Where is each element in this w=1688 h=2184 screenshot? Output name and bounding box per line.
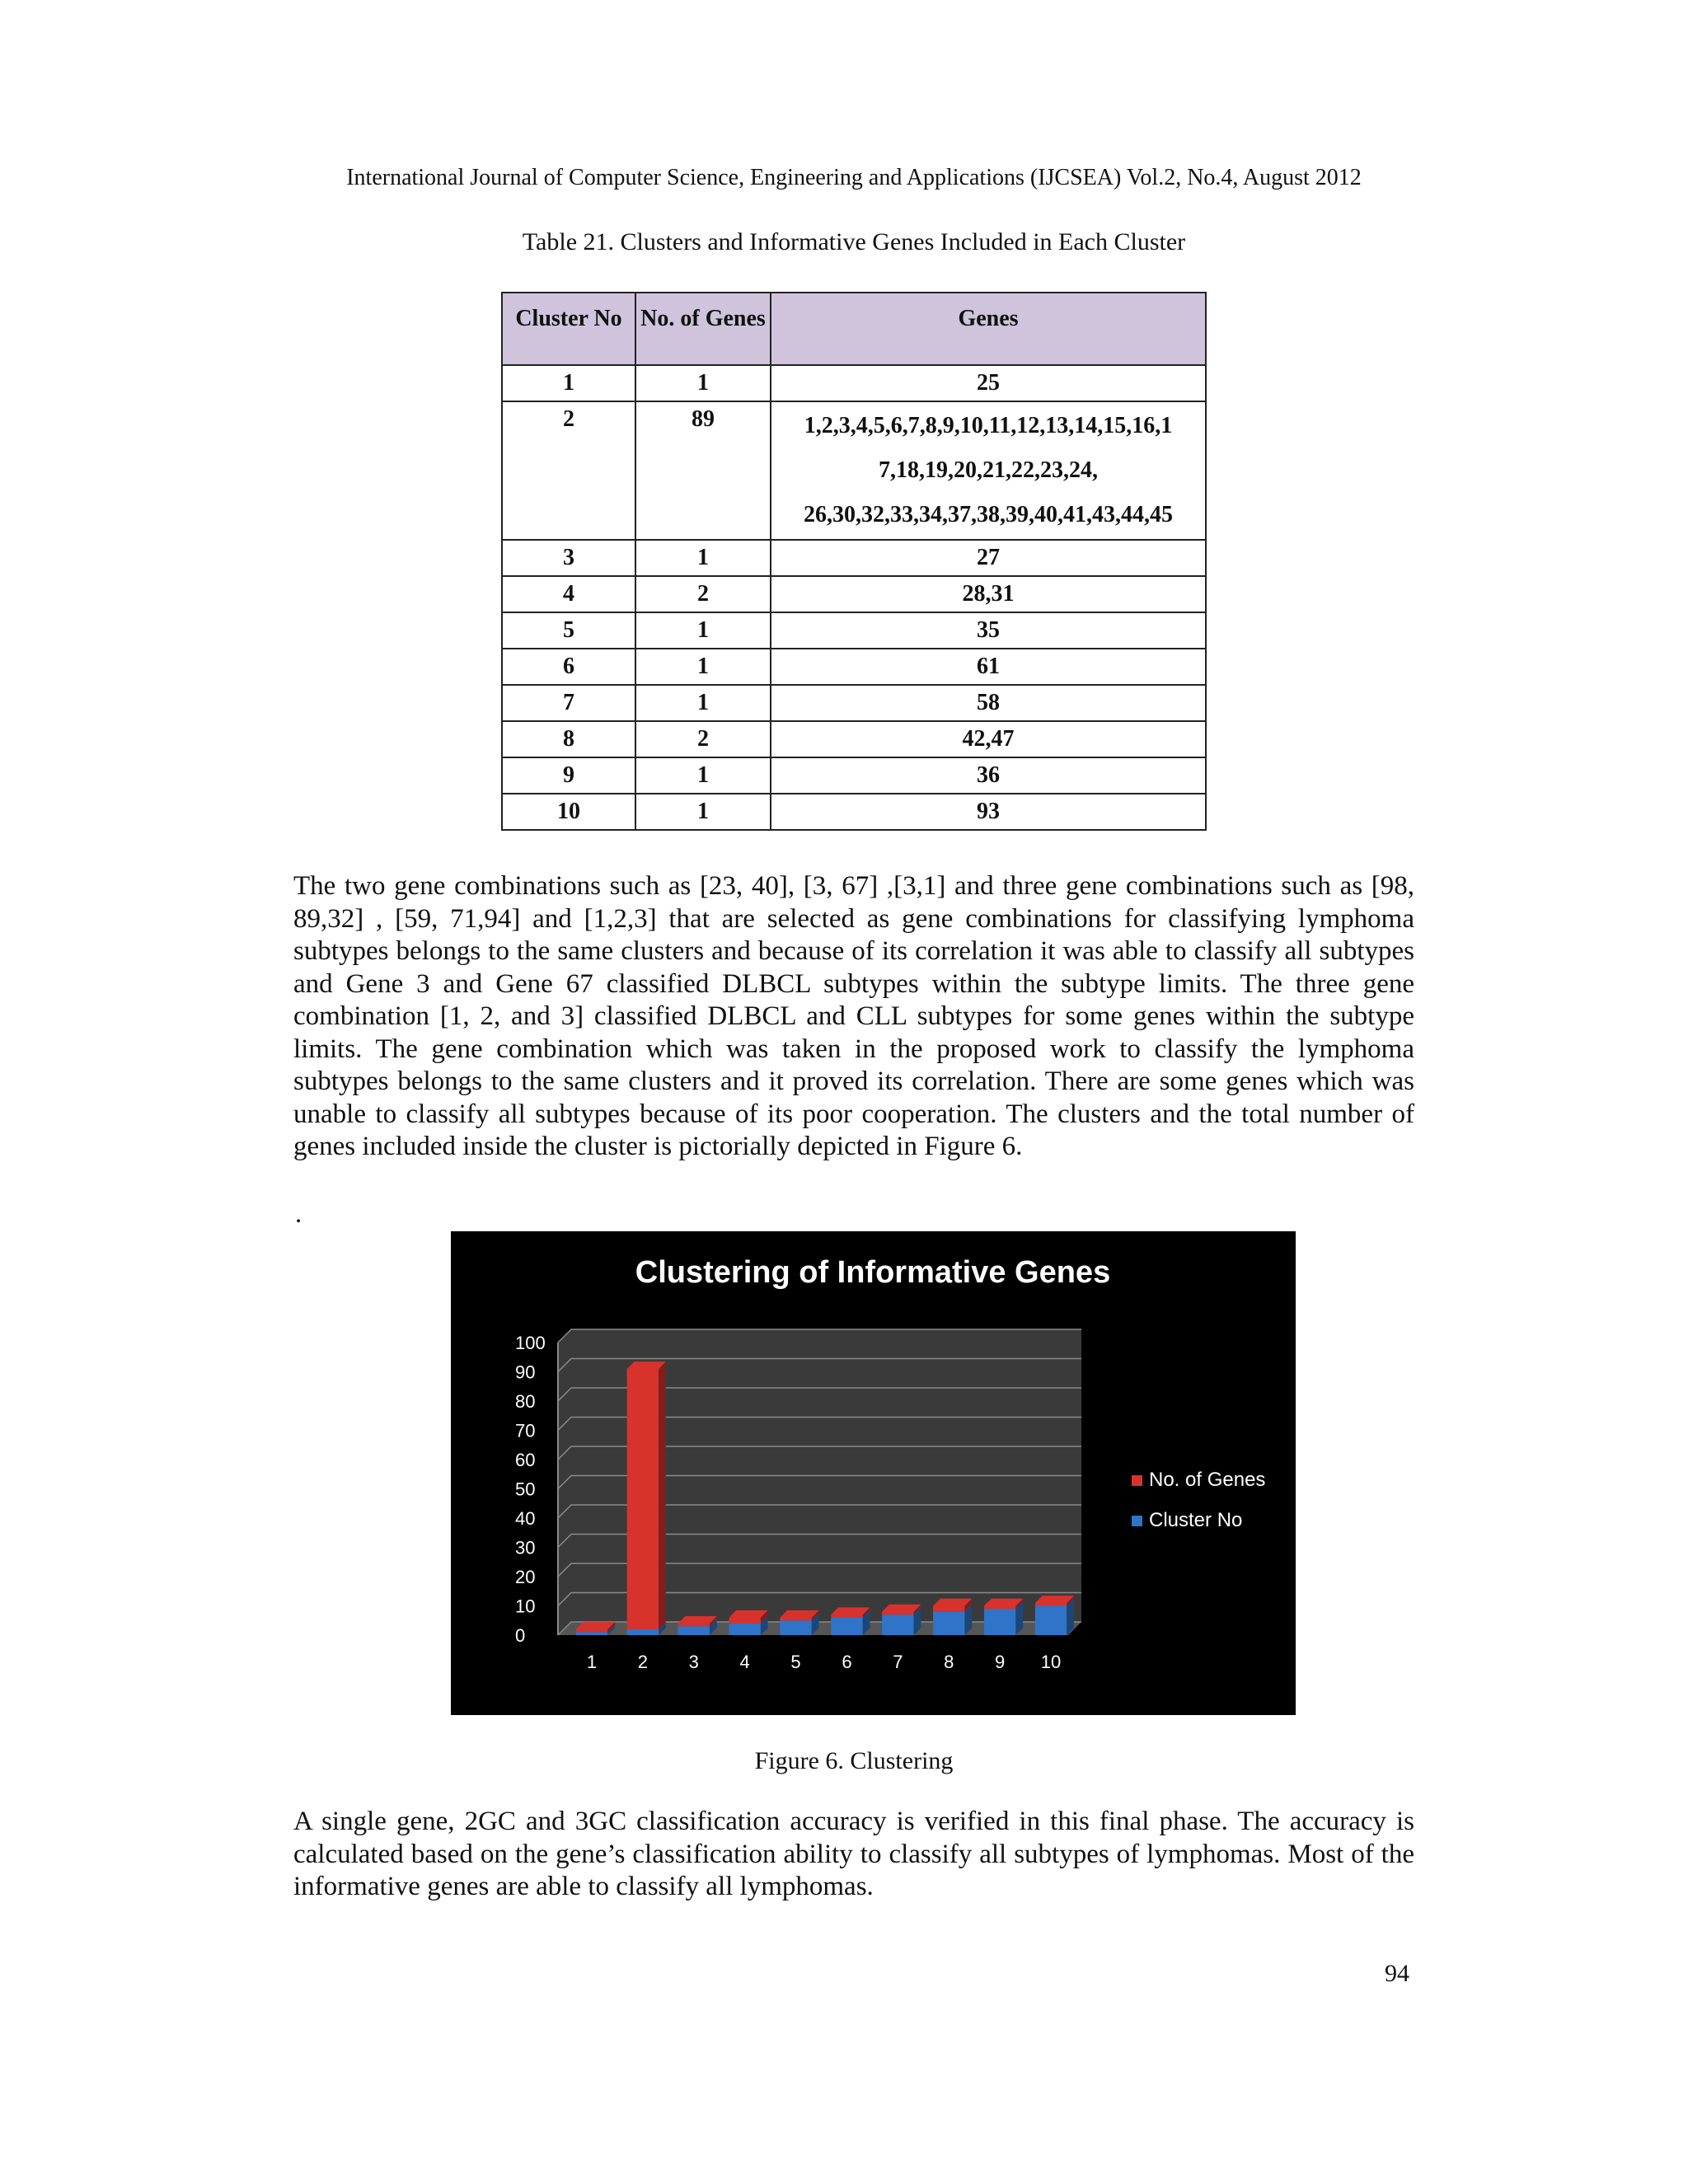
y-tick-label: 0 [515,1625,526,1646]
bar-cluster-no-front [627,1629,659,1635]
bar-no-of-genes-front [729,1618,760,1624]
header-cluster-no: Cluster No [502,293,635,365]
header-genes: Genes [771,293,1206,365]
body-paragraph-2: A single gene, 2GC and 3GC classification accuracy is verified in this final phase. The accuracy is calculated based on the gene’s classification ability to classify all subtypes of lymphomas. Most of the informative genes are able to classify all lymphomas. [293,1807,1414,1901]
bar-cluster-no-front [882,1615,913,1635]
table-row [502,576,1206,612]
bar-cluster-no-front [1035,1606,1067,1636]
table-row [502,540,1206,576]
cell-cluster-no: 9 [502,757,635,794]
bar-no-of-genes-front [780,1618,811,1621]
y-tick-label: 20 [515,1567,536,1587]
x-tick-label: 7 [893,1652,903,1672]
table-row [502,649,1206,685]
cell-cluster-no: 5 [502,612,635,649]
cell-cluster-no: 6 [502,649,635,685]
gene-list-line: 26,30,32,33,34,37,38,39,40,41,43,44,45 [804,502,1173,527]
gene-list-line: 27 [977,545,1000,570]
x-tick-label: 9 [995,1652,1006,1672]
journal-header: International Journal of Computer Science, Engineering and Applications (IJCSEA) Vol.2, No.4, August 2012 [346,165,1362,190]
cell-cluster-no: 3 [502,540,635,576]
x-tick-label: 1 [586,1652,598,1672]
cell-genes [771,721,1206,757]
cell-cluster-no: 2 [502,401,635,540]
x-tick-label: 3 [688,1652,699,1672]
chart-title: Clustering of Informative Genes [635,1255,1111,1290]
clustering-chart [451,1231,1296,1715]
bar-cluster-no-front [729,1624,760,1635]
cell-genes [771,576,1206,612]
page-number: 94 [1385,1960,1409,1987]
gene-list-line: 25 [977,370,1000,396]
cell-cluster-no: 10 [502,794,635,830]
cell-genes [771,540,1206,576]
gene-list-line: 1,2,3,4,5,6,7,8,9,10,11,12,13,14,15,16,1 [804,413,1173,438]
figure-caption: Figure 6. Clustering [754,1747,954,1774]
gene-list-line: 35 [977,617,1000,643]
bar-no-of-genes-front [831,1615,862,1618]
cell-no-of-genes: 1 [635,540,771,576]
table-row [502,365,1206,401]
bar-no-of-genes-front [933,1606,964,1612]
gene-list-line: 7,18,19,20,21,22,23,24, [879,457,1098,483]
cell-no-of-genes: 1 [635,649,771,685]
legend-label: Cluster No [1149,1509,1243,1531]
table-caption: Table 21. Clusters and Informative Genes Included in Each Cluster [522,228,1186,255]
cell-cluster-no: 4 [502,576,635,612]
cell-no-of-genes: 1 [635,612,771,649]
cell-no-of-genes: 1 [635,794,771,830]
y-tick-label: 50 [515,1479,536,1500]
table-row [502,685,1206,721]
cell-genes [771,365,1206,401]
cell-cluster-no: 7 [502,685,635,721]
cell-genes [771,649,1206,685]
x-tick-label: 6 [842,1652,852,1672]
bar-no-of-genes-side [659,1361,666,1629]
body-paragraph-1: The two gene combinations such as [23, 40], [3, 67] ,[3,1] and three gene combinations such as [98, 89,32] , [59, 71,94] and [1,2,3] that are selected as gene combinations for classifying lymphoma subtypes belongs to the same clusters and because of its correlation it was able to classify all subtypes and Gene 3 and Gene 67 classified DLBCL subtypes within the subtype limits. The three gene combination [1, 2, and 3] classified DLBCL and CLL subtypes for some genes within the subtype limits. The gene combination which was taken in the proposed work to classify the lymphoma subtypes belongs to the same clusters and it proved its correlation. There are some genes which was unable to classify all subtypes because of its poor cooperation. The clusters and the total number of genes included inside the cluster is pictorially depicted in Figure 6. [293,871,1414,1161]
bar-no-of-genes-front [984,1606,1015,1610]
table-row [502,612,1206,649]
table-row [502,757,1206,794]
cell-genes [771,401,1206,540]
gene-list-line: 58 [977,690,1000,715]
bar-cluster-no-front [780,1620,811,1635]
bar-cluster-no-front [576,1632,607,1635]
bar-no-of-genes-front [627,1369,659,1629]
cell-no-of-genes: 1 [635,365,771,401]
cell-genes [771,612,1206,649]
table-body [502,365,1206,830]
stray-period: . [295,1199,302,1229]
cell-genes [771,794,1206,830]
cell-cluster-no: 8 [502,721,635,757]
y-tick-label: 10 [515,1596,536,1617]
x-tick-label: 2 [637,1652,648,1672]
y-tick-label: 30 [515,1537,536,1558]
cell-no-of-genes: 1 [635,685,771,721]
cell-genes [771,685,1206,721]
gene-list-line: 28,31 [962,581,1015,607]
x-tick-label: 8 [944,1652,954,1672]
bar-no-of-genes-front [678,1624,710,1627]
table-row [502,794,1206,830]
cell-no-of-genes: 2 [635,721,771,757]
x-tick-label: 10 [1040,1652,1062,1672]
cell-no-of-genes: 2 [635,576,771,612]
gene-list-line: 42,47 [962,726,1015,752]
table-row [502,401,1206,540]
y-tick-label: 70 [515,1420,536,1441]
legend-swatch [1132,1475,1142,1486]
gene-list-line: 93 [977,799,1000,824]
bar-no-of-genes-front [576,1629,607,1633]
cell-cluster-no: 1 [502,365,635,401]
table-header-row [502,293,1206,365]
header-no-of-genes: No. of Genes [635,293,771,365]
y-tick-label: 40 [515,1508,536,1529]
gene-list-line: 36 [977,762,1000,788]
bar-cluster-no-front [831,1618,862,1635]
legend-label: No. of Genes [1149,1469,1266,1491]
bar-cluster-no-front [984,1609,1015,1635]
table-row [502,721,1206,757]
clusters-table [501,292,1207,831]
bar-no-of-genes-front [882,1612,913,1615]
gene-list-line: 61 [977,654,1000,679]
y-tick-label: 90 [515,1361,536,1383]
y-tick-label: 80 [515,1391,536,1412]
x-tick-label: 4 [739,1652,750,1672]
cell-no-of-genes: 1 [635,757,771,794]
cell-no-of-genes: 89 [635,401,771,540]
y-tick-label: 60 [515,1450,536,1470]
bar-no-of-genes-front [1035,1603,1067,1606]
x-tick-label: 5 [790,1652,801,1672]
y-tick-label: 100 [515,1333,546,1353]
bar-cluster-no-front [933,1612,964,1635]
legend-swatch [1132,1516,1142,1526]
cell-genes [771,757,1206,794]
bar-cluster-no-front [678,1626,710,1635]
